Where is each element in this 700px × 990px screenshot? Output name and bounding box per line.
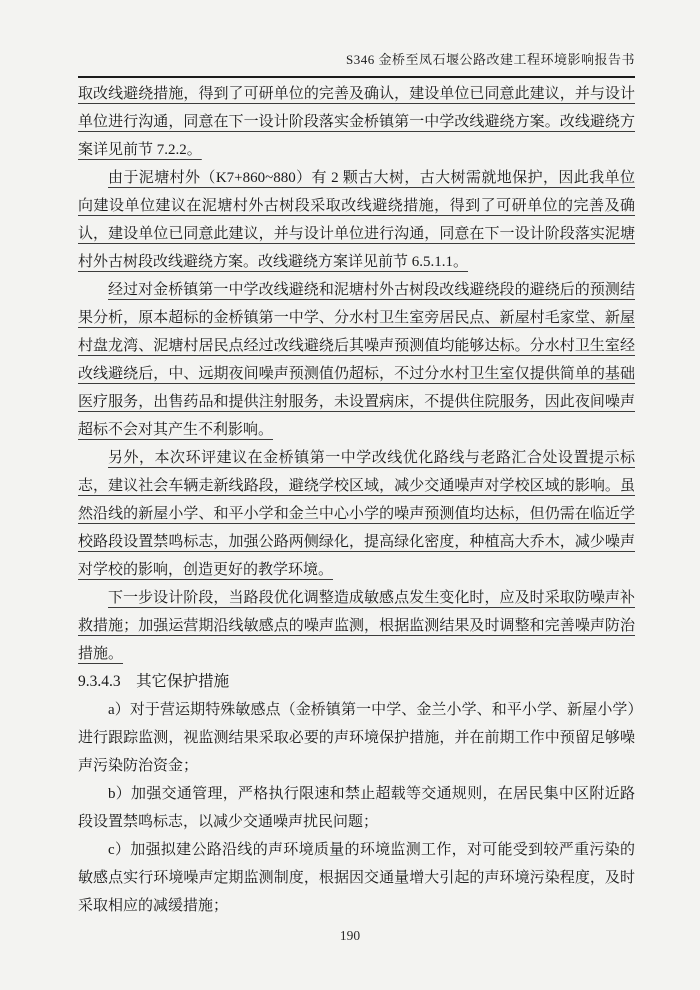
body-paragraph-prediction-results: 经过对金桥镇第一中学改线避绕和泥塘村外古树段改线避绕段的避绕后的预测结果分析，原本超标的金桥镇第一中学、分水村卫生室旁居民点、新屋村毛家堂、新屋村盘龙湾、泥塘村居民点经过改线避绕后其噪声预测值均能够达标。分水村卫生室经改线避绕后，中、远期夜间噪声预测值仍超标，不过分水村卫生室仅提供简单的基础医疗服务，出售药品和提供注射服务，未设置病床，不提供住院服务，因此夜间噪声超标不会对其产生不利影响。	[78, 282, 635, 438]
list-item-a: a）对于营运期特殊敏感点（金桥镇第一中学、金兰小学、和平小学、新屋小学）进行跟踪监测，视监测结果采取必要的声环境保护措施，并在前期工作中预留足够噪声污染防治资金；	[78, 702, 635, 774]
running-header-title: S346 金桥至凤石堰公路改建工程环境影响报告书	[346, 52, 635, 67]
list-item-c: c）加强拟建公路沿线的声环境质量的环境监测工作，对可能受到较严重污染的敏感点实行环境噪声定期监测制度，根据因交通量增大引起的声环境污染程度，及时采取相应的减缓措施；	[78, 842, 635, 914]
page-number: 190	[339, 928, 361, 943]
body-paragraph-continuation: 取改线避绕措施，得到了可研单位的完善及确认，建设单位已同意此建议，并与设计单位进行沟通，同意在下一设计阶段落实金桥镇第一中学改线避绕方案。改线避绕方案详见前节 7.2.2。	[78, 86, 635, 158]
body-text	[78, 78, 635, 920]
list-item-b: b）加强交通管理，严格执行限速和禁止超载等交通规则，在居民集中区附近路段设置禁鸣标志，以减少交通噪声扰民问题；	[78, 786, 635, 830]
section-heading-9-3-4-3: 9.3.4.3 其它保护措施	[78, 673, 230, 690]
page-footer	[0, 928, 700, 944]
body-paragraph-ancient-trees: 由于泥塘村外（K7+860~880）有 2 颗古大树，古大树需就地保护，因此我单位向建设单位建议在泥塘村外古树段采取改线避绕措施，得到了可研单位的完善及确认，建设单位已同意此建议，并与设计单位进行沟通，同意在下一设计阶段落实泥塘村外古树段改线避绕方案。改线避绕方案详见前节 6.5.1.1。	[78, 170, 635, 270]
body-paragraph-eia-suggestions: 另外，本次环评建议在金桥镇第一中学改线优化路线与老路汇合处设置提示标志，建议社会车辆走新线路段，避绕学校区域，减少交通噪声对学校区域的影响。虽然沿线的新屋小学、和平小学和金兰中心小学的噪声预测值均达标，但仍需在临近学校路段设置禁鸣标志，加强公路两侧绿化，提高绿化密度，种植高大乔木，减少噪声对学校的影响，创造更好的教学环境。	[78, 450, 635, 578]
content-block	[78, 0, 635, 920]
body-paragraph-next-design-stage: 下一步设计阶段，当路段优化调整造成敏感点发生变化时，应及时采取防噪声补救措施；加强运营期沿线敏感点的噪声监测，根据监测结果及时调整和完善噪声防治措施。	[78, 590, 635, 662]
